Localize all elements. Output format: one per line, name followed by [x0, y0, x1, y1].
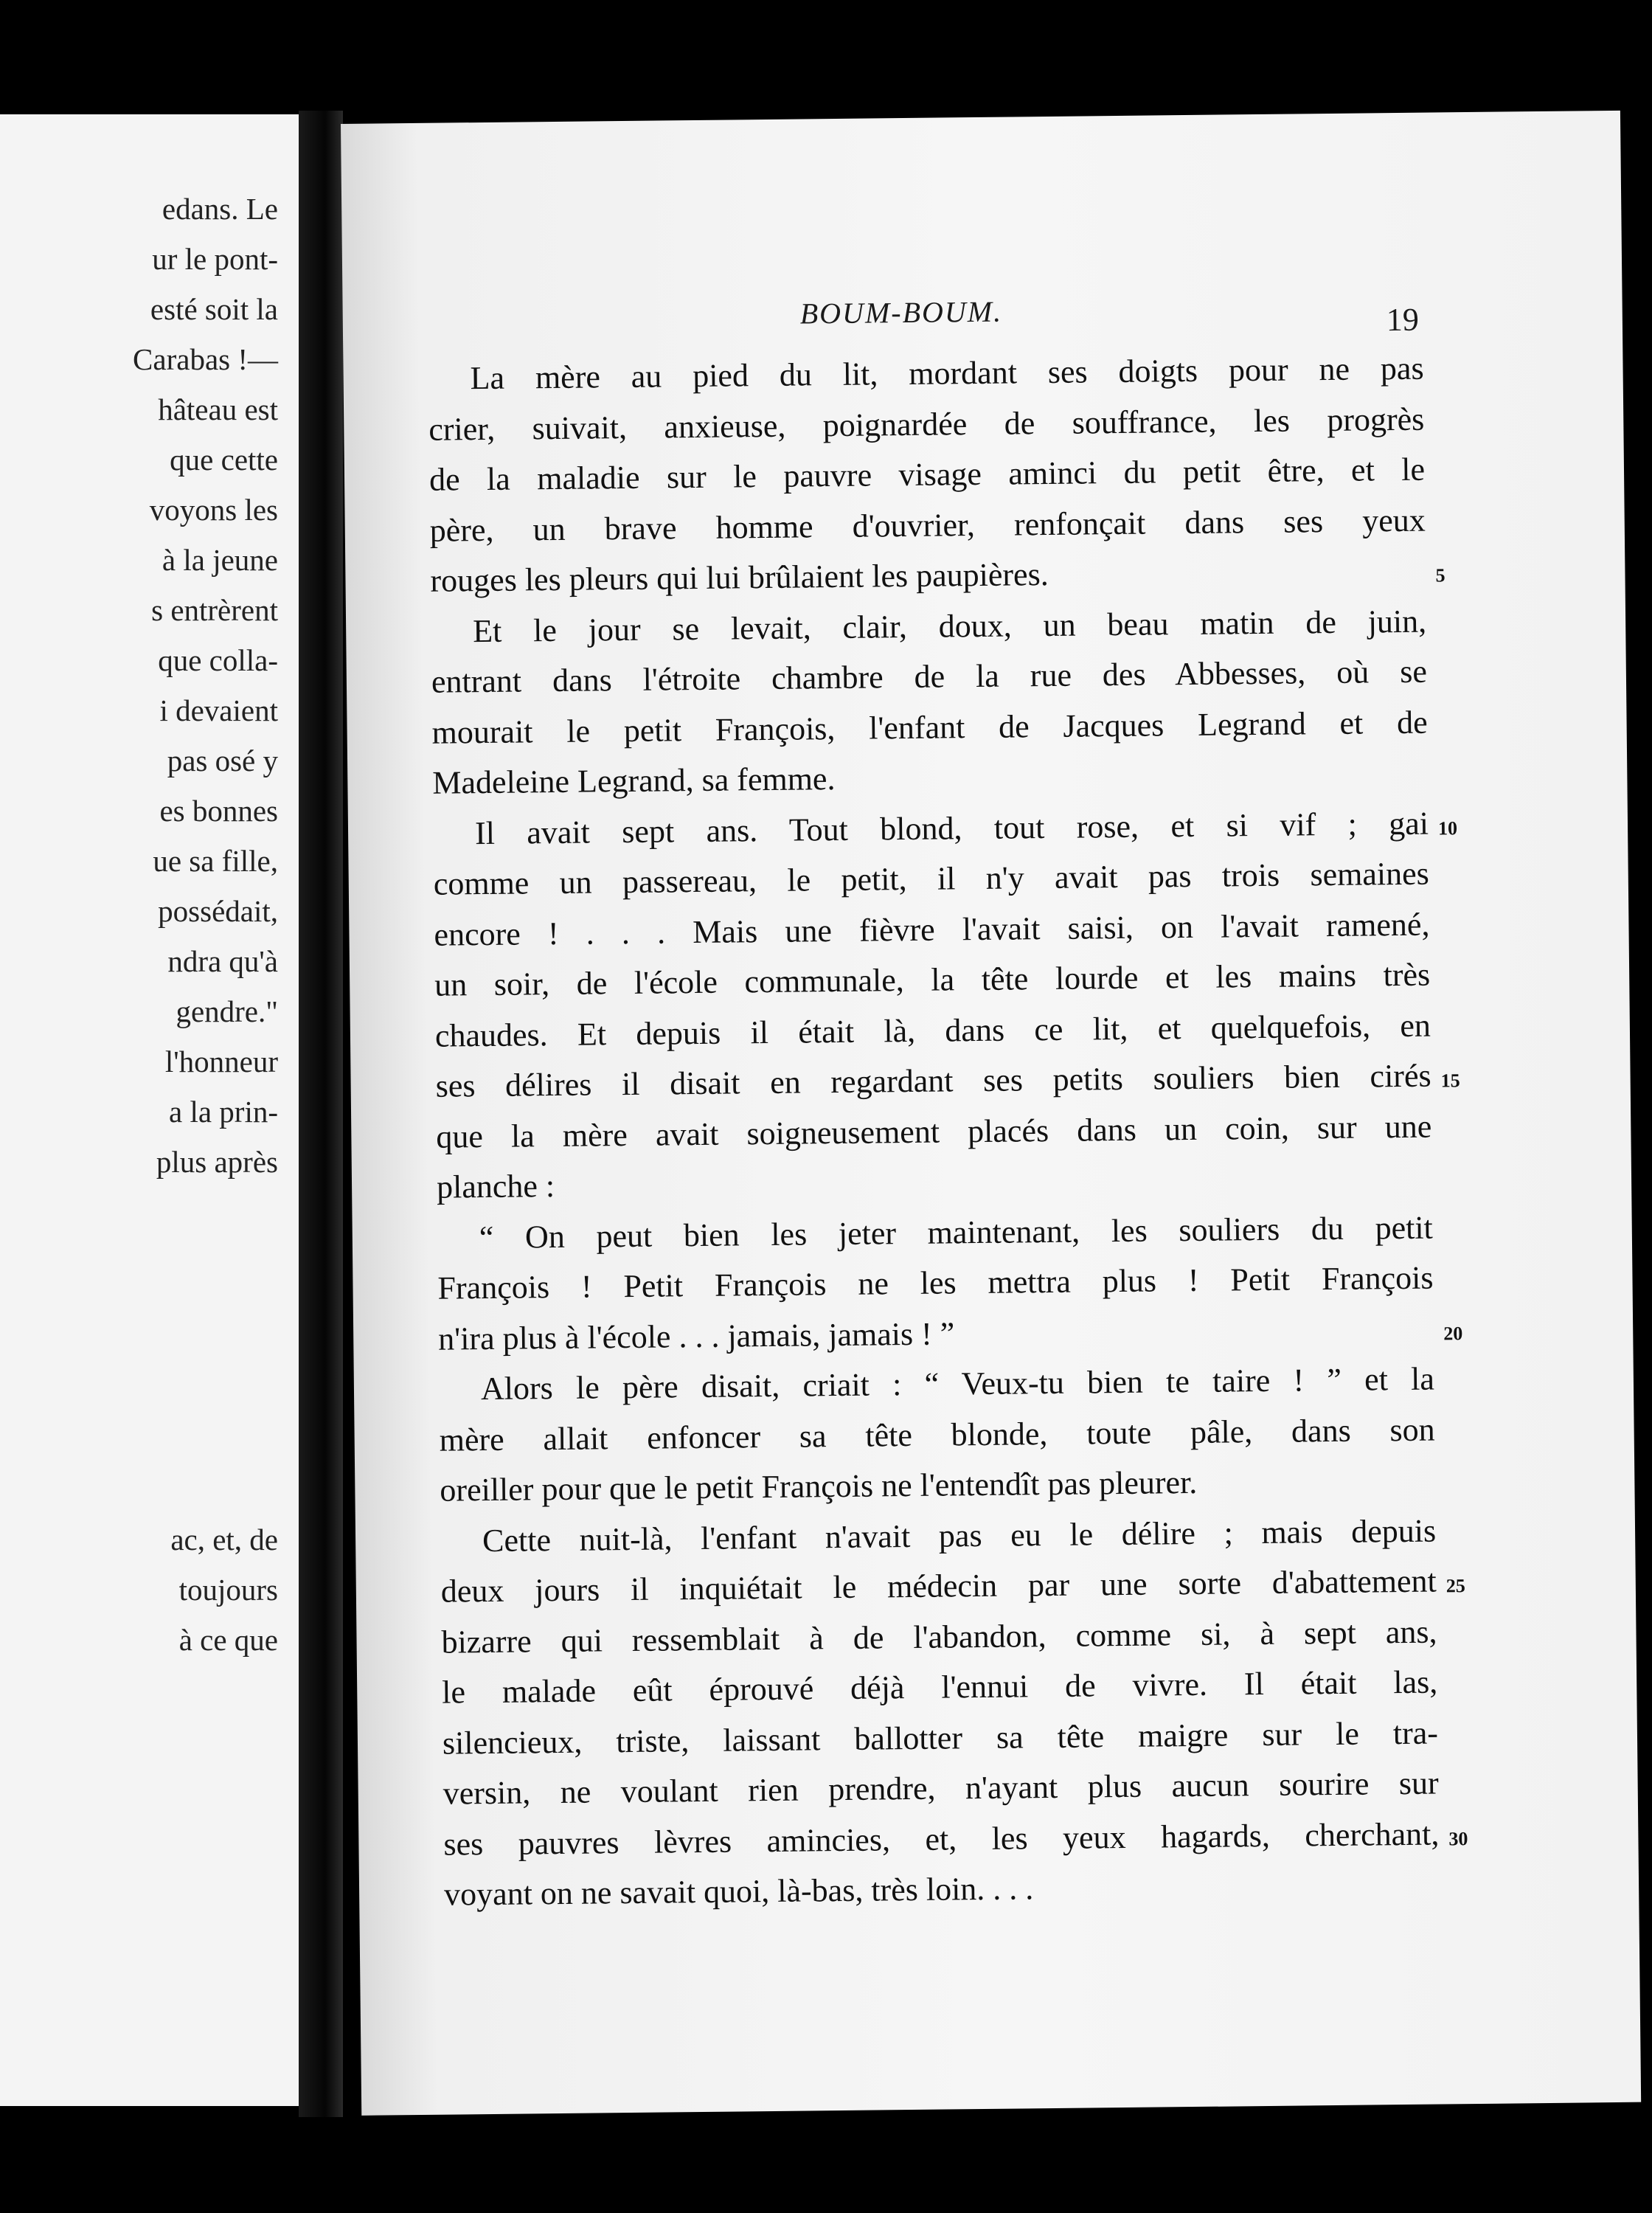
text-line: que la mère avait soigneusement placés dans un coin, sur une	[436, 1108, 1432, 1155]
left-page-line: Carabas !—	[133, 342, 278, 376]
page-number: 19	[1386, 301, 1420, 339]
right-page	[341, 111, 1641, 2116]
text-line: comme un passereau, le petit, il n'y avait pas trois semaines	[433, 855, 1429, 902]
text-line: entrant dans l'étroite chambre de la rue des Abbesses, où se	[431, 653, 1428, 700]
text-line: de la maladie sur le pauvre visage aminci du petit être, et le	[428, 451, 1426, 498]
left-page-line: voyons les	[149, 493, 278, 527]
text-line: un soir, de l'école communale, la tête lourde et les mains très	[434, 956, 1431, 1003]
text-line: encore ! . . . Mais une fièvre l'avait saisi, on l'avait ramené,	[434, 906, 1430, 953]
text-line: voyant on ne savait quoi, là-bas, très loin. . . .	[443, 1870, 1034, 1913]
line-number: 25	[1446, 1575, 1465, 1597]
left-page-line: esté soit la	[150, 292, 278, 326]
text-line: oreiller pour que le petit François ne l'entendît pas pleurer.	[440, 1464, 1198, 1509]
line-number: 30	[1448, 1828, 1468, 1850]
left-page-line: plus après	[156, 1145, 278, 1179]
text-line: Et le jour se levait, clair, doux, un beau matin de juin,	[472, 603, 1427, 650]
left-page-line: edans. Le	[162, 192, 278, 226]
text-line: père, un brave homme d'ouvrier, renfonçait dans ses yeux	[429, 502, 1426, 549]
text-line: mère allait enfoncer sa tête blonde, toute pâle, dans son	[439, 1411, 1435, 1458]
text-line: planche :	[436, 1168, 555, 1205]
line-number: 20	[1443, 1323, 1463, 1345]
text-line: crier, suivait, anxieuse, poignardée de souffrance, les progrès	[428, 401, 1425, 448]
text-line: chaudes. Et depuis il était là, dans ce lit, et quelquefois, en	[434, 1007, 1431, 1054]
text-line: “ On peut bien les jeter maintenant, les souliers du petit	[479, 1209, 1434, 1256]
text-line: François ! Petit François ne les mettra plus ! Petit François	[437, 1259, 1434, 1306]
left-page-line: i devaient	[159, 693, 278, 727]
text-line: mourait le petit François, l'enfant de Jacques Legrand et de	[431, 704, 1428, 751]
text-line: La mère au pied du lit, mordant ses doigts pour ne pas	[470, 350, 1424, 397]
left-page-line: ue sa fille,	[153, 844, 278, 878]
left-page-line: hâteau est	[158, 392, 278, 426]
text-line: n'ira plus à l'école . . . jamais, jamais ! ”	[437, 1315, 955, 1357]
line-number: 5	[1435, 564, 1446, 586]
left-page-line: ac, et, de	[170, 1523, 278, 1556]
left-page-line: pas osé y	[167, 744, 278, 778]
left-page-line: s entrèrent	[151, 593, 278, 627]
text-line: Alors le père disait, criait : “ Veux-tu bien te taire ! ” et la	[480, 1360, 1435, 1407]
text-line: Cette nuit-là, l'enfant n'avait pas eu le délire ; mais depuis	[482, 1512, 1437, 1559]
left-page-line: toujours	[178, 1573, 278, 1607]
left-page-line: es bonnes	[159, 794, 278, 828]
text-line: deux jours il inquiétait le médecin par une sorte d'abattement	[440, 1562, 1437, 1610]
text-line: ses délires il disait en regardant ses petits souliers bien cirés	[435, 1057, 1431, 1104]
text-line: rouges les pleurs qui lui brûlaient les paupières.	[430, 555, 1049, 599]
text-line: silencieux, triste, laissant ballotter sa tête maigre sur le tra-	[442, 1714, 1439, 1762]
text-line: Il avait sept ans. Tout blond, tout rose, et si vif ; gai	[474, 805, 1429, 852]
left-page-line: l'honneur	[164, 1045, 278, 1078]
line-number: 10	[1437, 817, 1458, 839]
text-line: bizarre qui ressemblait à de l'abandon, comme si, à sept ans,	[441, 1613, 1437, 1660]
left-page-line: a la prin-	[169, 1095, 278, 1129]
left-page-line: à la jeune	[162, 543, 278, 577]
left-page-line: possédait,	[158, 894, 278, 928]
left-page-line: ndra qu'à	[167, 944, 278, 978]
text-line: ses pauvres lèvres amincies, et, les yeux hagards, cherchant,	[443, 1815, 1440, 1863]
left-page-line: ur le pont-	[152, 242, 278, 276]
left-facing-page	[0, 114, 299, 2106]
line-number: 15	[1440, 1070, 1460, 1092]
book-gutter	[299, 111, 343, 2117]
text-line: versin, ne voulant rien prendre, n'ayant plus aucun sourire sur	[442, 1764, 1439, 1812]
text-line: Madeleine Legrand, sa femme.	[432, 761, 836, 801]
left-page-line: que cette	[170, 443, 278, 477]
left-page-line: gendre."	[176, 994, 278, 1028]
running-head: BOUM-BOUM.	[799, 294, 1003, 330]
left-page-line: que colla-	[158, 643, 278, 677]
left-page-line: à ce que	[178, 1623, 278, 1657]
text-line: le malade eût éprouvé déjà l'ennui de vivre. Il était las,	[442, 1663, 1438, 1711]
